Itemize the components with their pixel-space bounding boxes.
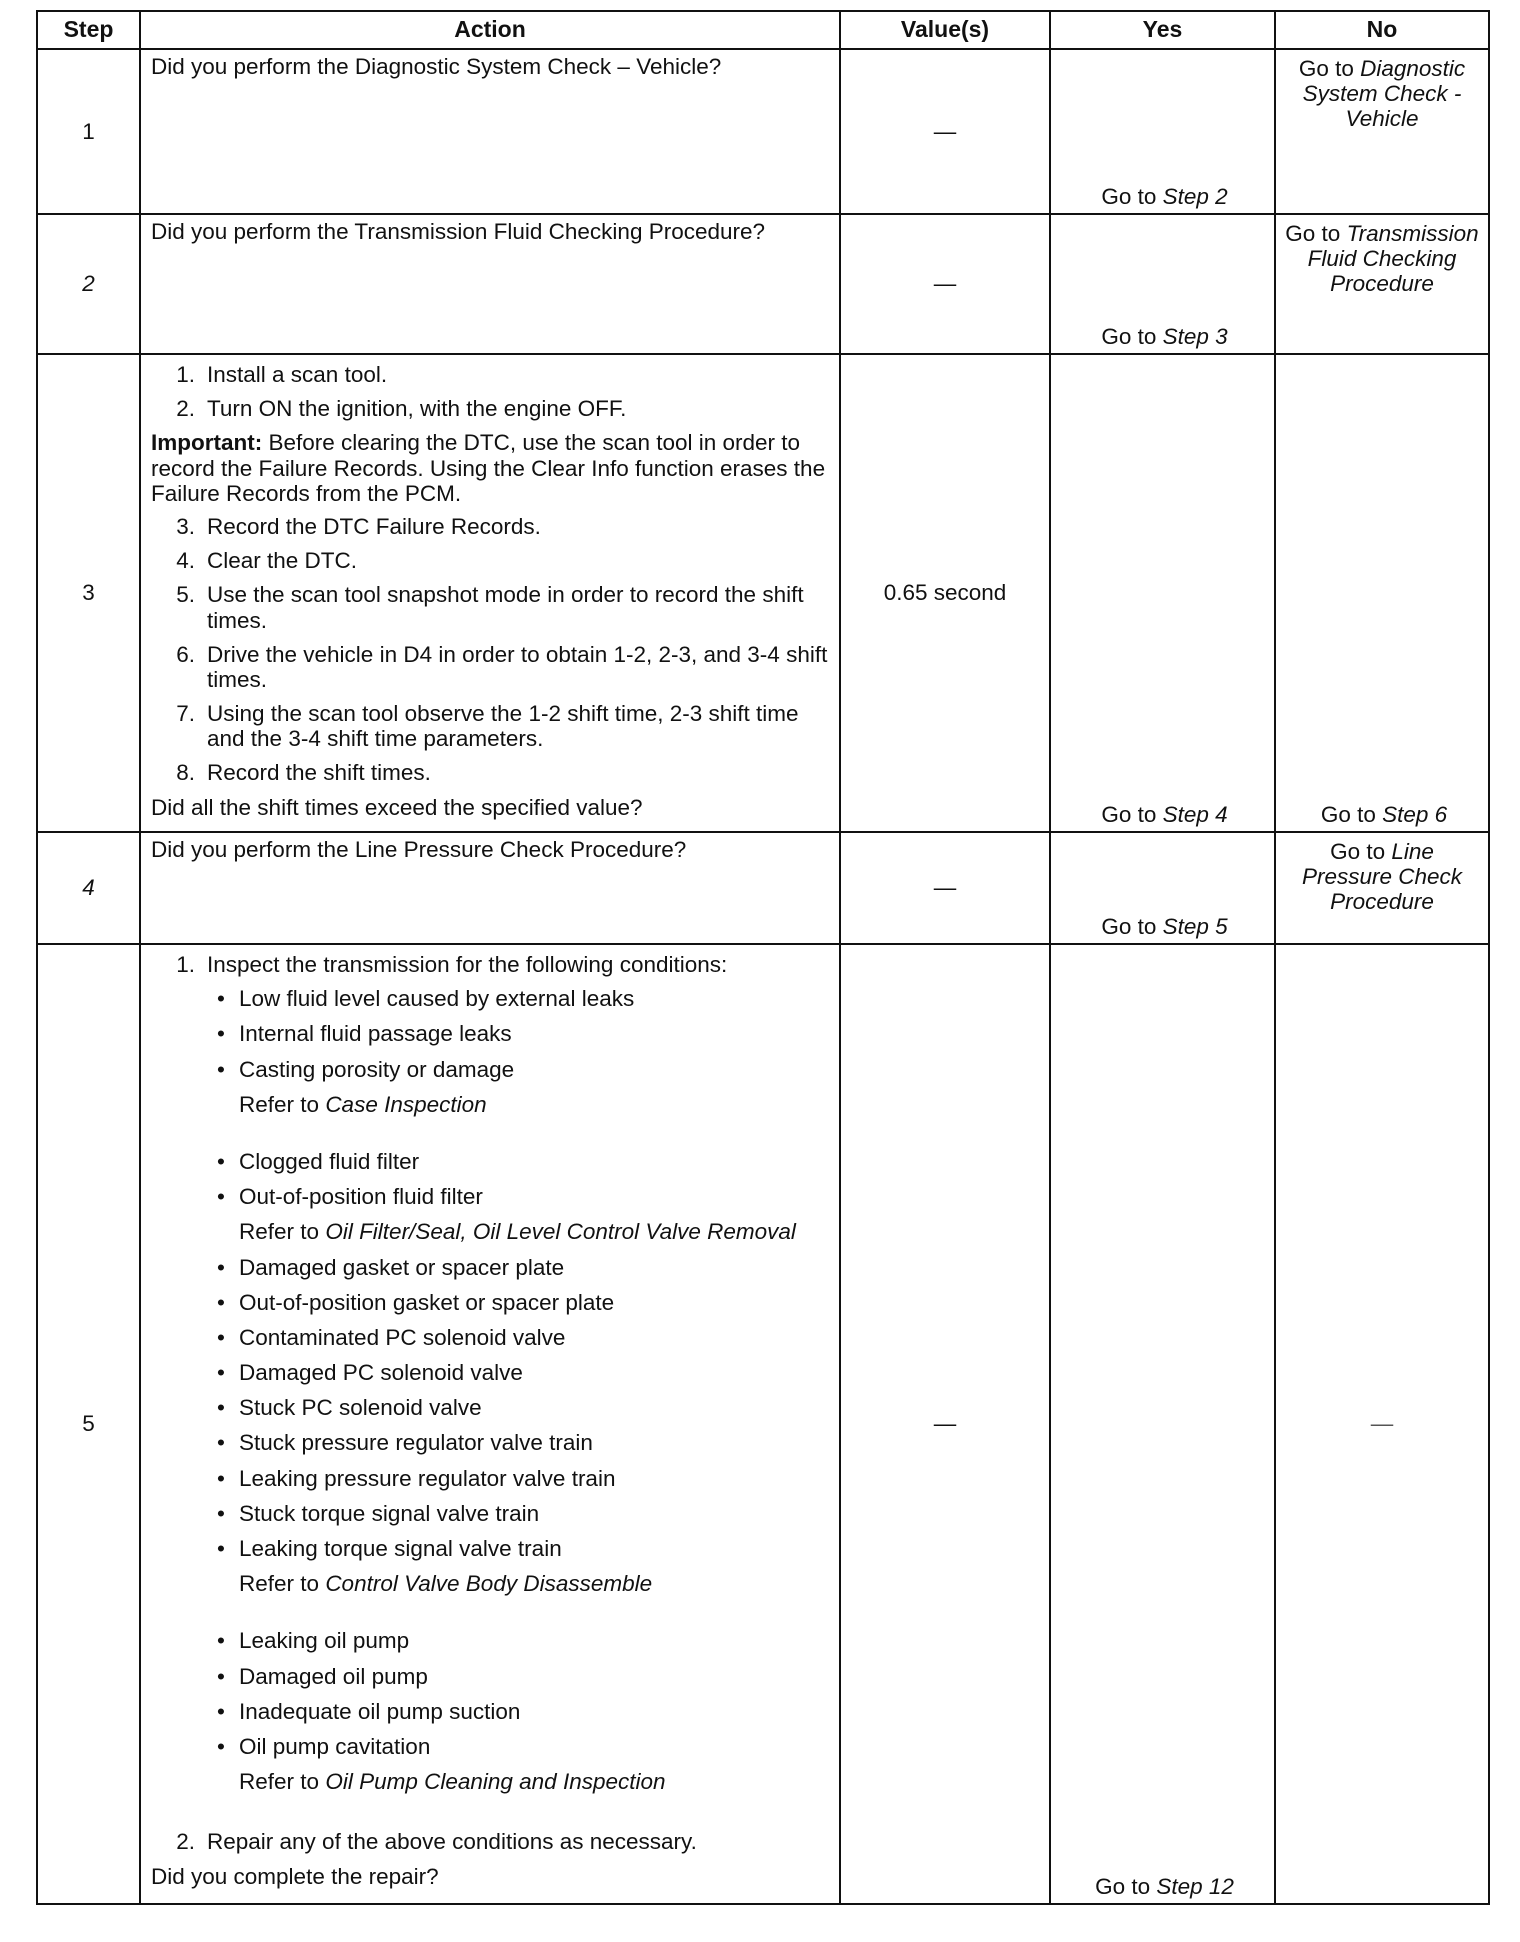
list-item: 1. Inspect the transmission for the following conditions: bbox=[176, 952, 728, 977]
step-number: 1 bbox=[37, 49, 140, 214]
no-cell: — bbox=[1275, 944, 1489, 1904]
list-item: 7. Using the scan tool observe the 1-2 shift time, 2-3 shift time and the 3-4 shift time parameters. bbox=[176, 701, 799, 752]
list-item: 2. Repair any of the above conditions as necessary. bbox=[176, 1829, 697, 1855]
bullet-item: • Low fluid level caused by external leaks bbox=[217, 986, 635, 1012]
list-item: 4. Clear the DTC. bbox=[176, 548, 358, 574]
list-item: 5. Use the scan tool snapshot mode in order to record the shift times. bbox=[176, 582, 804, 633]
refer-link[interactable]: Case Inspection bbox=[325, 1091, 487, 1117]
no-link[interactable]: Line Pressure Check Procedure bbox=[1301, 839, 1463, 915]
list-item: 1. Install a scan tool. bbox=[176, 362, 388, 387]
action-cell bbox=[140, 49, 840, 214]
yes-cell bbox=[1050, 354, 1275, 832]
header-action: Action bbox=[140, 11, 840, 49]
no-cell bbox=[1275, 354, 1489, 832]
step-number: 2 bbox=[37, 214, 140, 354]
question-text: Did you perform the Line Pressure Check Procedure? bbox=[151, 837, 687, 862]
refer-link[interactable]: Oil Filter/Seal, Oil Level Control Valve Removal bbox=[325, 1219, 796, 1245]
bullet-item: • Leaking oil pump bbox=[217, 1628, 410, 1654]
question-text: Did you perform the Transmission Fluid Checking Procedure? bbox=[151, 219, 766, 244]
refer-line: Refer to Oil Filter/Seal, Oil Level Control Valve Removal bbox=[239, 1219, 796, 1245]
important-label: Important: bbox=[151, 430, 263, 456]
list-item: 8. Record the shift times. bbox=[176, 760, 431, 786]
bullet-item: • Inadequate oil pump suction bbox=[217, 1698, 521, 1724]
table-row-step-5 bbox=[37, 944, 1489, 1904]
condition-group-3 bbox=[151, 1255, 829, 1597]
condition-group-4 bbox=[151, 1628, 829, 1794]
no-cell bbox=[1275, 49, 1489, 214]
header-yes: Yes bbox=[1050, 11, 1275, 49]
yes-link[interactable]: Step 4 bbox=[1162, 801, 1228, 827]
step-number: 4 bbox=[37, 832, 140, 944]
bullet-item: • Leaking torque signal valve train bbox=[217, 1536, 562, 1561]
yes-link[interactable]: Step 3 bbox=[1162, 323, 1228, 349]
condition-group-1 bbox=[151, 986, 829, 1117]
value-cell: — bbox=[840, 214, 1050, 354]
bullet-item: • Stuck torque signal valve train bbox=[217, 1500, 540, 1526]
list-item: 2. Turn ON the ignition, with the engine OFF. bbox=[176, 396, 627, 422]
yes-link[interactable]: Step 12 bbox=[1156, 1873, 1234, 1899]
important-note bbox=[151, 430, 829, 506]
value-cell: — bbox=[840, 832, 1050, 944]
no-prefix: Go to bbox=[1298, 56, 1354, 81]
question-text: Did you perform the Diagnostic System Check – Vehicle? bbox=[151, 54, 722, 79]
yes-cell bbox=[1050, 214, 1275, 354]
yes-cell bbox=[1050, 944, 1275, 1904]
no-prefix: Go to bbox=[1285, 221, 1341, 246]
condition-group-2 bbox=[151, 1149, 829, 1245]
yes-link[interactable]: Step 5 bbox=[1162, 913, 1228, 939]
action-cell bbox=[140, 944, 840, 1904]
header-no: No bbox=[1275, 11, 1489, 49]
header-row bbox=[37, 11, 1489, 49]
no-cell bbox=[1275, 214, 1489, 354]
header-values: Value(s) bbox=[840, 11, 1050, 49]
important-text: Before clearing the DTC, use the scan tool in order to record the Failure Records. Using the Clear Info function erases the Failure Records from the PCM. bbox=[151, 430, 826, 506]
bullet-item: • Internal fluid passage leaks bbox=[217, 1021, 512, 1047]
yes-prefix: Go to bbox=[1095, 1873, 1151, 1899]
step-number: 3 bbox=[37, 354, 140, 832]
bullet-item: • Clogged fluid filter bbox=[217, 1148, 420, 1174]
action-cell bbox=[140, 354, 840, 832]
bullet-item: • Damaged oil pump bbox=[217, 1663, 428, 1689]
yes-cell bbox=[1050, 832, 1275, 944]
header-step: Step bbox=[37, 11, 140, 49]
no-prefix: Go to bbox=[1330, 839, 1386, 864]
bullet-item: • Out-of-position gasket or spacer plate bbox=[217, 1289, 615, 1315]
table-row-step-1 bbox=[37, 49, 1489, 214]
bullet-item: • Damaged PC solenoid valve bbox=[217, 1360, 523, 1386]
refer-link[interactable]: Oil Pump Cleaning and Inspection bbox=[325, 1769, 666, 1795]
step-number: 5 bbox=[37, 944, 140, 1904]
yes-cell bbox=[1050, 49, 1275, 214]
bullet-item: • Damaged gasket or spacer plate bbox=[217, 1254, 565, 1280]
bullet-item: • Oil pump cavitation bbox=[217, 1733, 431, 1759]
value-cell: — bbox=[840, 49, 1050, 214]
step-3-list-b bbox=[151, 514, 829, 786]
bullet-item: • Contaminated PC solenoid valve bbox=[217, 1324, 566, 1350]
bullet-item: • Out-of-position fluid filter bbox=[217, 1184, 483, 1210]
bullet-item: • Stuck pressure regulator valve train bbox=[217, 1430, 593, 1456]
refer-line: Refer to Case Inspection bbox=[239, 1091, 487, 1117]
list-item: 6. Drive the vehicle in D4 in order to obtain 1-2, 2-3, and 3-4 shift times. bbox=[176, 641, 828, 692]
yes-link[interactable]: Step 2 bbox=[1162, 183, 1228, 209]
no-prefix: Go to bbox=[1320, 801, 1376, 827]
question-text: Did all the shift times exceed the specified value? bbox=[151, 794, 643, 820]
no-cell bbox=[1275, 832, 1489, 944]
action-cell bbox=[140, 832, 840, 944]
table-row-step-4 bbox=[37, 832, 1489, 944]
list-item: 3. Record the DTC Failure Records. bbox=[176, 513, 541, 539]
action-cell bbox=[140, 214, 840, 354]
bullet-item: • Stuck PC solenoid valve bbox=[217, 1395, 482, 1421]
refer-link[interactable]: Control Valve Body Disassemble bbox=[325, 1571, 653, 1597]
diagnostic-table bbox=[36, 10, 1490, 1905]
value-cell: 0.65 second bbox=[840, 354, 1050, 832]
refer-line: Refer to Control Valve Body Disassemble bbox=[239, 1571, 653, 1597]
question-text: Did you complete the repair? bbox=[151, 1863, 439, 1889]
bullet-item: • Casting porosity or damage bbox=[217, 1056, 515, 1082]
yes-prefix: Go to bbox=[1101, 323, 1157, 349]
step-3-list-a bbox=[151, 362, 829, 421]
no-link[interactable]: Step 6 bbox=[1382, 801, 1448, 827]
table-row-step-2 bbox=[37, 214, 1489, 354]
no-link[interactable]: Transmission Fluid Checking Procedure bbox=[1307, 221, 1479, 297]
bullet-item: • Leaking pressure regulator valve train bbox=[217, 1465, 616, 1491]
table-row-step-3 bbox=[37, 354, 1489, 832]
refer-line: Refer to Oil Pump Cleaning and Inspection bbox=[239, 1769, 666, 1795]
yes-prefix: Go to bbox=[1101, 183, 1157, 209]
no-link[interactable]: Diagnostic System Check - Vehicle bbox=[1302, 56, 1466, 132]
yes-prefix: Go to bbox=[1101, 913, 1157, 939]
yes-prefix: Go to bbox=[1101, 801, 1157, 827]
value-cell: — bbox=[840, 944, 1050, 1904]
